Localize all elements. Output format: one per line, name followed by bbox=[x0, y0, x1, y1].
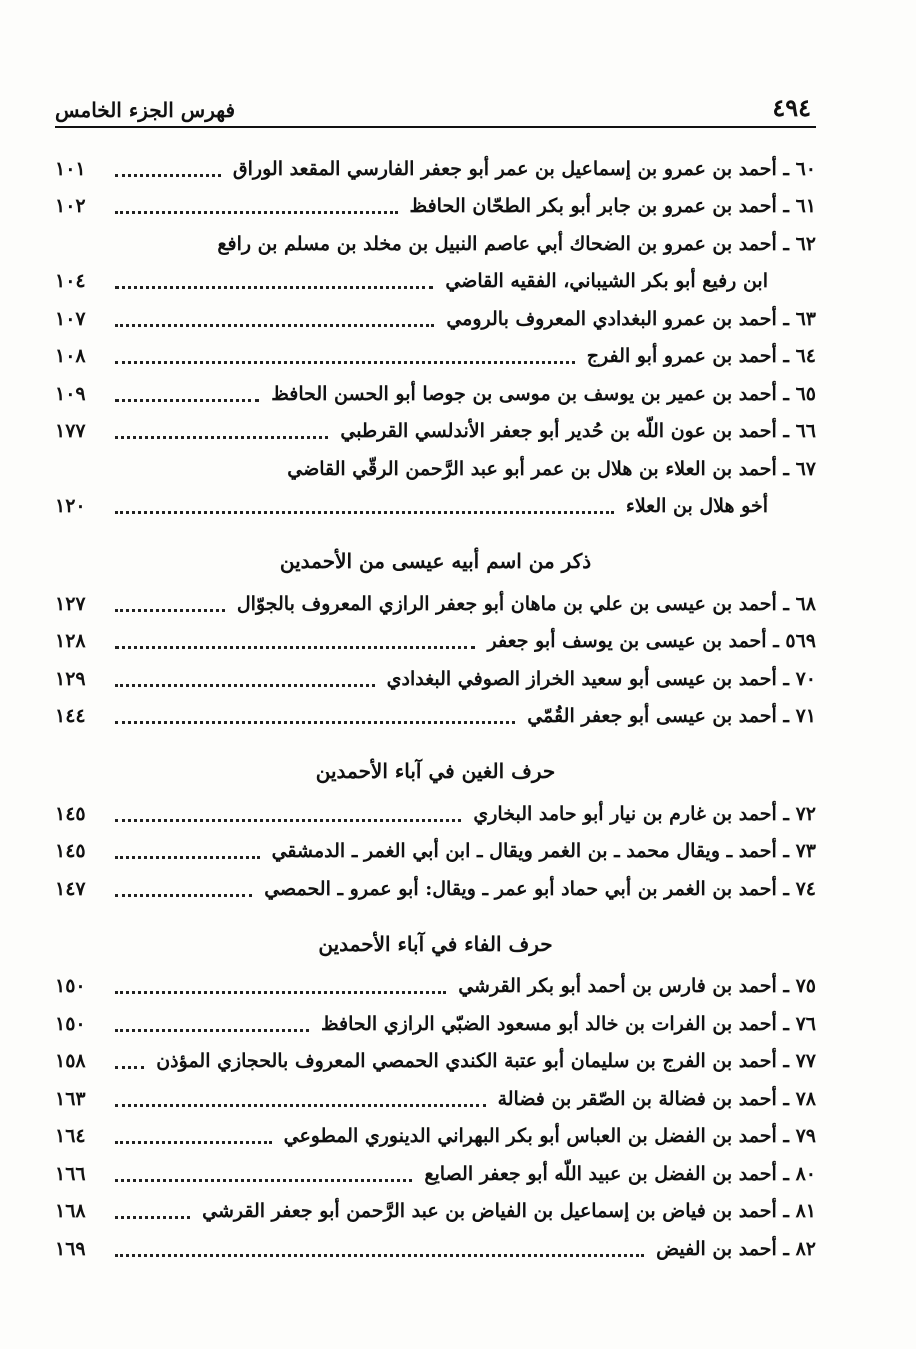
index-entry bbox=[55, 1080, 816, 1118]
index-entry bbox=[55, 450, 816, 488]
entry-text: ٥٦٩ ـ أحمد بن عيسى بن يوسف أبو جعفر bbox=[487, 630, 816, 653]
entry-text: ٦٦ ـ أحمد بن عون اللّه بن حُدير أبو جعفر الأندلسي القرطبي bbox=[340, 420, 816, 443]
entry-text: ٧٣ ـ أحمد ـ ويقال محمد ـ بن الغمر ويقال ـ ابن أبي الغمر ـ الدمشقي bbox=[271, 840, 816, 863]
entry-text: ٦١ ـ أحمد بن عمرو بن جابر أبو بكر الطحّان الحافظ bbox=[409, 195, 816, 218]
dot-leader bbox=[115, 1178, 412, 1182]
entry-text: ٧٦ ـ أحمد بن الفرات بن خالد أبو مسعود الضبّي الرازي الحافظ bbox=[320, 1012, 816, 1035]
entry-text: ٧٤ ـ أحمد بن الغمر بن أبي حماد أبو عمر ـ ويقال: أبو عمرو ـ الحمصي bbox=[264, 877, 816, 900]
dot-leader bbox=[115, 173, 221, 177]
entry-text: ٧٨ ـ أحمد بن فضالة بن الصّقر بن فضالة bbox=[497, 1087, 816, 1110]
entry-page-number: ١٠٢ bbox=[55, 195, 86, 218]
dot-leader bbox=[115, 608, 225, 612]
entry-text: ٧٥ ـ أحمد بن فارس بن أحمد أبو بكر القرشي bbox=[458, 975, 816, 998]
entry-page-number: ١٠٩ bbox=[55, 382, 86, 405]
entry-text: ٦٢ ـ أحمد بن عمرو بن الضحاك أبي عاصم النبيل بن مخلد بن مسلم بن رافع bbox=[217, 232, 816, 255]
index-entry bbox=[55, 870, 816, 908]
index-entry bbox=[55, 585, 816, 623]
entry-page-number: ١٤٧ bbox=[55, 877, 86, 900]
entry-page-number: ١٥٠ bbox=[55, 1012, 86, 1035]
index-entry bbox=[55, 1118, 816, 1156]
entry-page-number: ١٢٧ bbox=[55, 592, 86, 615]
entry-text: ٨٢ ـ أحمد بن الفيض bbox=[656, 1237, 816, 1260]
index-entry-continuation bbox=[55, 263, 816, 301]
entry-text: ٦٨ ـ أحمد بن عيسى بن علي بن ماهان أبو جعفر الرازي المعروف بالجوّال bbox=[236, 592, 816, 615]
entry-text: ٧٩ ـ أحمد بن الفضل بن العباس أبو بكر البهراني الدينوري المطوعي bbox=[283, 1125, 816, 1148]
dot-leader bbox=[115, 323, 434, 327]
entry-page-number: ١٠٤ bbox=[55, 270, 86, 293]
index-entry bbox=[55, 300, 816, 338]
dot-leader bbox=[115, 1103, 486, 1107]
index-entry bbox=[55, 375, 816, 413]
dot-leader bbox=[115, 855, 260, 859]
dot-leader bbox=[115, 893, 252, 897]
dot-leader bbox=[115, 285, 433, 289]
index-entry bbox=[55, 413, 816, 451]
entry-page-number: ١٦٦ bbox=[55, 1162, 86, 1185]
entry-text: ٦٤ ـ أحمد بن عمرو أبو الفرج bbox=[586, 345, 816, 368]
index-entry bbox=[55, 225, 816, 263]
entry-page-number: ١٧٧ bbox=[55, 420, 86, 443]
index-entry bbox=[55, 188, 816, 226]
dot-leader bbox=[115, 210, 398, 214]
page-number: ٤٩٤ bbox=[772, 93, 811, 122]
dot-leader bbox=[115, 1028, 309, 1032]
dot-leader bbox=[115, 1253, 644, 1257]
entry-text: ٦٧ ـ أحمد بن العلاء بن هلال بن عمر أبو عبد الرَّحمن الرقّي القاضي bbox=[287, 457, 816, 480]
entry-page-number: ١٦٣ bbox=[55, 1087, 86, 1110]
entry-text: ٧٠ ـ أحمد بن عيسى أبو سعيد الخراز الصوفي البغدادي bbox=[386, 667, 816, 690]
index-entry-continuation bbox=[55, 488, 816, 526]
dot-leader bbox=[115, 1140, 272, 1144]
index-entry bbox=[55, 338, 816, 376]
dot-leader bbox=[115, 1215, 190, 1219]
index-entries bbox=[55, 150, 816, 1268]
entry-text: ٦٣ ـ أحمد بن عمرو البغدادي المعروف بالرومي bbox=[446, 307, 816, 330]
index-entry bbox=[55, 150, 816, 188]
section-heading: حرف الغين في آباء الأحمدين bbox=[315, 759, 556, 783]
entry-text: ٨٠ ـ أحمد بن الفضل بن عبيد اللّه أبو جعفر الصايع bbox=[424, 1162, 816, 1185]
entry-page-number: ١٤٥ bbox=[55, 802, 86, 825]
entry-page-number: ١٢٠ bbox=[55, 495, 86, 518]
entry-page-number: ١٠٧ bbox=[55, 307, 86, 330]
entry-page-number: ١٦٨ bbox=[55, 1200, 86, 1223]
entry-text: ٧٧ ـ أحمد بن الفرج بن سليمان أبو عتبة الكندي الحمصي المعروف بالحجازي المؤذن bbox=[156, 1050, 816, 1073]
entry-text: ابن رفيع أبو بكر الشيباني، الفقيه القاضي bbox=[445, 270, 768, 293]
dot-leader bbox=[115, 510, 614, 514]
dot-leader bbox=[115, 818, 461, 822]
entry-text: أخو هلال بن العلاء bbox=[625, 495, 768, 518]
section-heading: ذكر من اسم أبيه عيسى من الأحمدين bbox=[279, 549, 592, 573]
dot-leader bbox=[115, 435, 328, 439]
entry-page-number: ١٤٥ bbox=[55, 840, 86, 863]
index-entry bbox=[55, 623, 816, 661]
index-entry bbox=[55, 1005, 816, 1043]
index-entry bbox=[55, 1043, 816, 1081]
index-entry bbox=[55, 698, 816, 736]
dot-leader bbox=[115, 683, 375, 687]
entry-text: ٧١ ـ أحمد بن عيسى أبو جعفر القُمّي bbox=[527, 705, 816, 728]
section-heading: حرف الفاء في آباء الأحمدين bbox=[318, 931, 553, 956]
entry-text: ٦٠ ـ أحمد بن عمرو بن إسماعيل بن عمر أبو جعفر الفارسي المقعد الوراق bbox=[232, 157, 816, 180]
dot-leader bbox=[115, 645, 475, 649]
dot-leader bbox=[115, 360, 575, 364]
entry-page-number: ١٠٨ bbox=[55, 345, 86, 368]
entry-page-number: ١٠١ bbox=[55, 157, 86, 180]
dot-leader bbox=[115, 720, 515, 724]
entry-text: ٧٢ ـ أحمد بن غارم بن نيار أبو حامد البخاري bbox=[473, 802, 816, 825]
entry-page-number: ١٤٤ bbox=[55, 705, 86, 728]
entry-page-number: ١٦٩ bbox=[55, 1237, 86, 1260]
entry-text: ٨١ ـ أحمد بن فياض بن إسماعيل بن الفياض بن عبد الرَّحمن أبو جعفر القرشي bbox=[202, 1200, 816, 1223]
index-entry bbox=[55, 968, 816, 1006]
entry-page-number: ١٥٠ bbox=[55, 975, 86, 998]
index-entry bbox=[55, 795, 816, 833]
index-entry bbox=[55, 1230, 816, 1268]
header-rule bbox=[55, 126, 816, 128]
dot-leader bbox=[115, 398, 259, 402]
entry-page-number: ١٢٨ bbox=[55, 630, 86, 653]
running-header bbox=[55, 82, 811, 122]
index-entry bbox=[55, 1155, 816, 1193]
entry-page-number: ١٦٤ bbox=[55, 1125, 86, 1148]
entry-page-number: ١٢٩ bbox=[55, 667, 86, 690]
dot-leader bbox=[115, 1065, 144, 1069]
index-entry bbox=[55, 660, 816, 698]
dot-leader bbox=[115, 990, 446, 994]
index-entry bbox=[55, 833, 816, 871]
entry-page-number: ١٥٨ bbox=[55, 1050, 86, 1073]
running-title: فهرس الجزء الخامس bbox=[55, 98, 236, 122]
index-entry bbox=[55, 1193, 816, 1231]
entry-text: ٦٥ ـ أحمد بن عمير بن يوسف بن موسى بن جوصا أبو الحسن الحافظ bbox=[271, 382, 816, 405]
